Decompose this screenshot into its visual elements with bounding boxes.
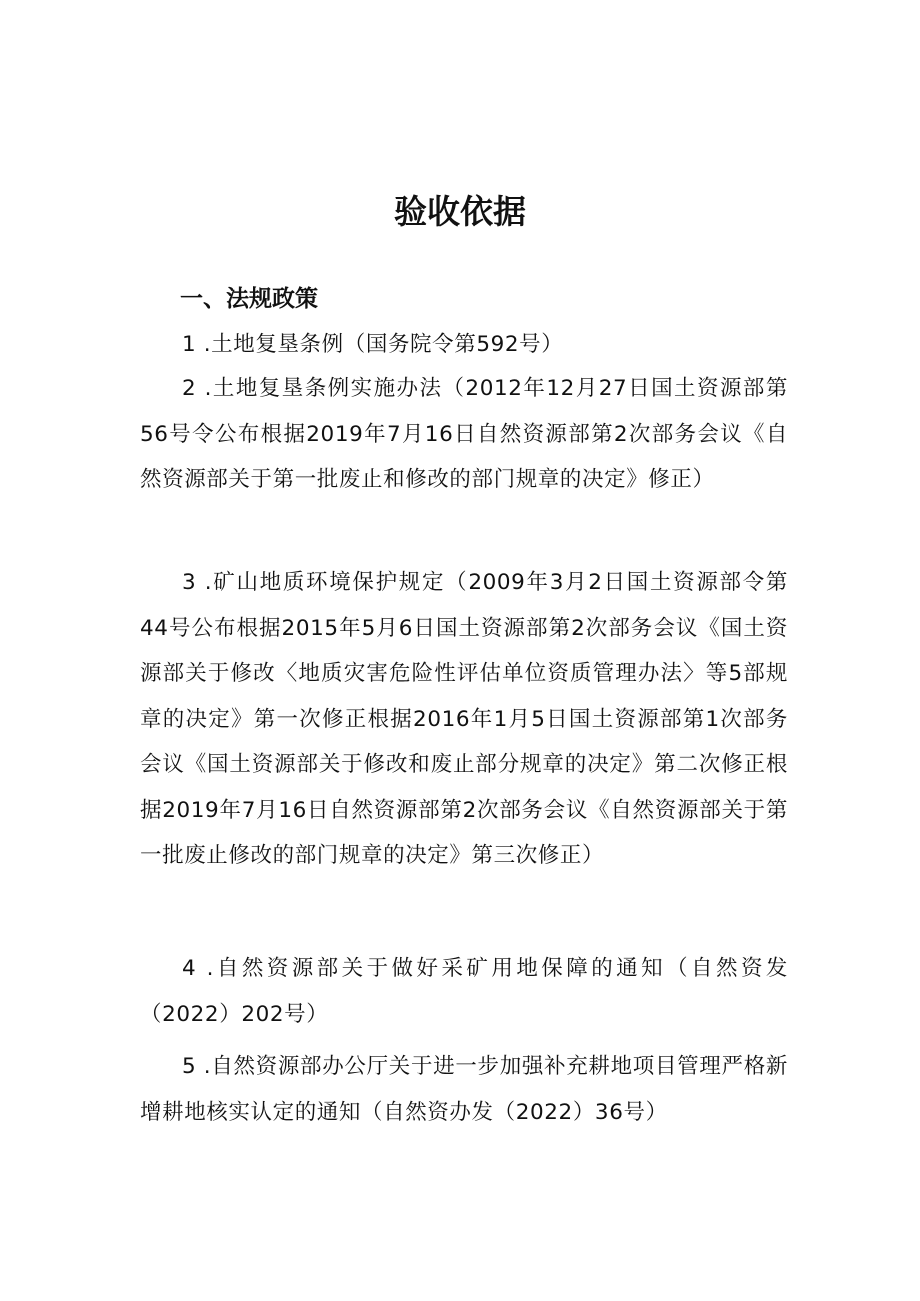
regulation-item-4: 4 .自然资源部关于做好采矿用地保障的通知（自然资发（2022）202号） bbox=[140, 956, 788, 1027]
regulation-item-3: 3 .矿山地质环境保护规定（2009年3月2日国土资源部令第44号公布根据2015年5月6日国土资源部第2次部务会议《国土资源部关于修改〈地质灾害危险性评估单位资质管理办法〉等5部规章的决定》第一次修正根据2016年1月5日国土资源部第1次部务会议《国土资源部关于修改和废止部分规章的决定》第二次修正根据2019年7月16日自然资源部第2次部务会议《自然资源部关于第一批废止修改的部门规章的决定》第三次修正） bbox=[140, 570, 788, 868]
regulation-item-1: 1 .土地复垦条例（国务院令第592号） bbox=[182, 332, 564, 357]
regulation-item-5: 5 .自然资源部办公厅关于进一步加强补充耕地项目管理严格新增耕地核实认定的通知（自然资办发（2022）36号） bbox=[140, 1054, 788, 1125]
regulation-item-2: 2 .土地复垦条例实施办法（2012年12月27日国土资源部第56号令公布根据2019年7月16日自然资源部第2次部务会议《自然资源部关于第一批废止和修改的部门规章的决定》修正） bbox=[140, 376, 788, 492]
section-heading: 一、法规政策 bbox=[180, 286, 318, 312]
page-title: 验收依据 bbox=[394, 192, 526, 231]
